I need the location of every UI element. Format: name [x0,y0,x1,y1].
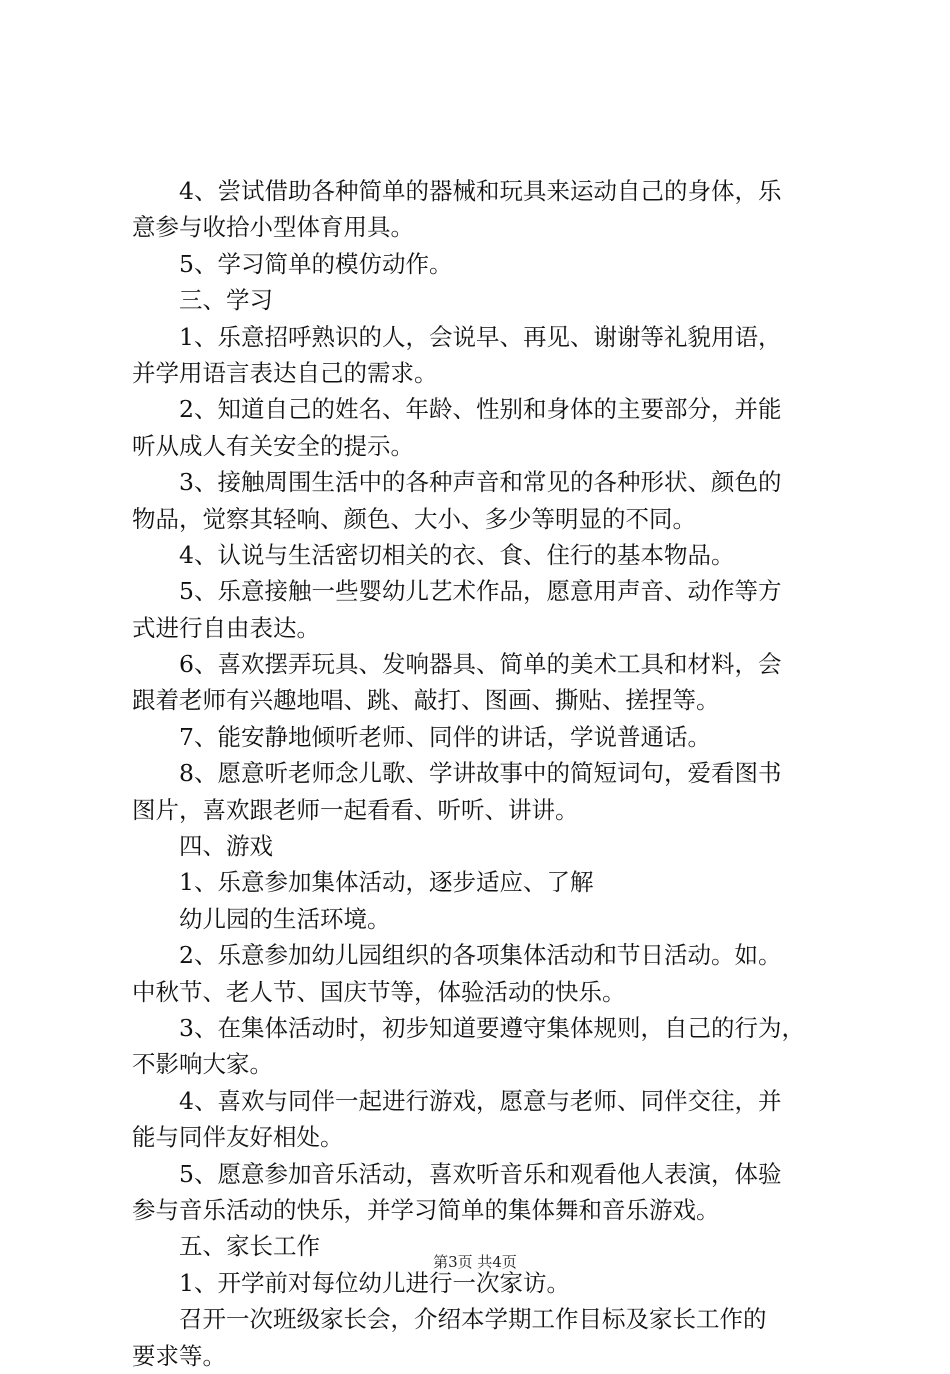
text-line: 并学用语言表达自己的需求。 [132,358,438,387]
text-line: 2、乐意参加幼儿园组织的各项集体活动和节日活动。如。 [179,941,782,970]
text-line: 2、知道自己的姓名、年龄、性别和身体的主要部分，并能 [179,395,782,424]
text-line: 中秋节、老人节、国庆节等，体验活动的快乐。 [132,977,626,1006]
page-number-footer: 第3页 共4页 [433,1253,517,1271]
text-line: 6、喜欢摆弄玩具、发响器具、简单的美术工具和材料，会 [179,650,782,679]
text-line: 3、在集体活动时，初步知道要遵守集体规则，自己的行为， [179,1013,805,1042]
text-line: 式进行自由表达。 [132,613,320,642]
section-heading: 五、家长工作 [179,1232,320,1261]
text-line: 不影响大家。 [132,1050,273,1079]
text-line: 意参与收拾小型体育用具。 [132,213,414,242]
text-line: 参与音乐活动的快乐，并学习简单的集体舞和音乐游戏。 [132,1195,720,1224]
text-line: 4、认说与生活密切相关的衣、食、住行的基本物品。 [179,540,735,569]
text-line: 1、开学前对每位幼儿进行一次家访。 [179,1268,570,1297]
text-line: 1、乐意招呼熟识的人，会说早、再见、谢谢等礼貌用语， [179,322,782,351]
text-line: 1、乐意参加集体活动，逐步适应、了解 [179,868,594,897]
text-line: 听从成人有关安全的提示。 [132,431,414,460]
text-line: 3、接触周围生活中的各种声音和常见的各种形状、颜色的 [179,468,782,497]
text-line: 4、尝试借助各种简单的器械和玩具来运动自己的身体，乐 [179,177,782,205]
text-line: 跟着老师有兴趣地唱、跳、敲打、图画、撕贴、搓捏等。 [132,686,720,715]
section-heading: 三、学习 [179,286,273,315]
text-line: 幼儿园的生活环境。 [179,904,391,933]
section-heading: 四、游戏 [179,832,273,861]
text-line: 图片，喜欢跟老师一起看看、听听、讲讲。 [132,795,579,824]
text-line: 能与同伴友好相处。 [132,1123,344,1152]
text-line: 7、能安静地倾听老师、同伴的讲话，学说普通话。 [179,722,711,751]
text-line: 4、喜欢与同伴一起进行游戏，愿意与老师、同伴交往，并 [179,1086,782,1115]
text-line: 5、愿意参加音乐活动，喜欢听音乐和观看他人表演，体验 [179,1159,782,1188]
text-line: 召开一次班级家长会，介绍本学期工作目标及家长工作的 [179,1305,767,1334]
text-line: 5、乐意接触一些婴幼儿艺术作品，愿意用声音、动作等方 [179,577,782,606]
text-line: 5、学习简单的模仿动作。 [179,249,453,278]
text-line: 要求等。 [132,1341,226,1370]
text-line: 8、愿意听老师念儿歌、学讲故事中的简短词句，爱看图书 [179,759,782,788]
text-line: 物品，觉察其轻响、颜色、大小、多少等明显的不同。 [132,504,696,533]
document-body [132,173,832,1374]
